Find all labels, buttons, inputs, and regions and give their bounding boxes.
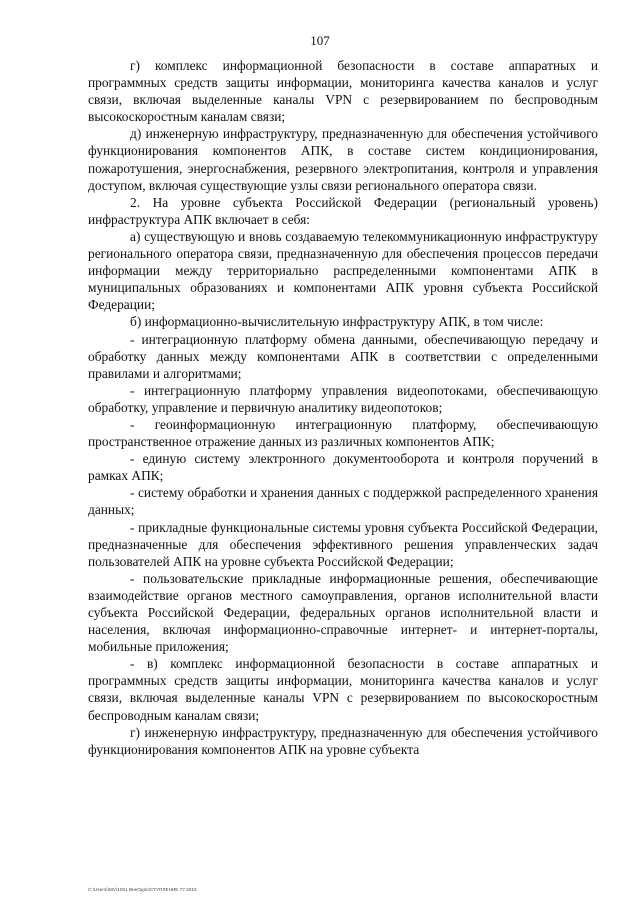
list-item: - интеграционную платформу обмена данными, обеспечивающую передачу и обработку данных между компонентами АПК в соответствии с определенными правилами и алгоритмами; <box>88 331 598 381</box>
list-item: - систему обработки и хранения данных с поддержкой распределенного хранения данных; <box>88 485 598 518</box>
footer-file-path: С:\Users\\MV\1001 ВнеОдел\СТУПЛЕНИЕ 77.2015 <box>88 887 197 892</box>
list-item: - прикладные функциональные системы уровня субъекта Российской Федерации, предназначенные для обеспечения эффективного решения управленческих задач пользователей АПК на уровне субъекта Российской Федерации; <box>88 519 598 569</box>
list-item: - пользовательские прикладные информационные решения, обеспечивающие взаимодействие органов местного самоуправления, органов исполнительной власти субъекта Российской Федерации, федеральных органов исполнительной власти и населения, включая информационно-справочные интернет- и интернет-порталы, мобильные приложения; <box>88 570 598 655</box>
list-item: - геоинформационную интеграционную платформу, обеспечивающую пространственное отражение данных из различных компонентов АПК; <box>88 416 598 450</box>
paragraph: 2. На уровне субъекта Российской Федерации (региональный уровень) инфраструктура АПК включает в себя: <box>88 194 598 227</box>
paragraph: б) информационно-вычислительную инфраструктуру АПК, в том числе: <box>130 314 544 330</box>
document-body <box>88 57 598 758</box>
page-number: 107 <box>310 33 330 48</box>
paragraph: г) инженерную инфраструктуру, предназначенную для обеспечения устойчивого функционирования компонентов АПК на уровне субъекта <box>88 724 598 757</box>
list-item: - в) комплекс информационной безопасности в составе аппаратных и программных средств защиты информации, мониторинга качества каналов и услуг связи, включая выделенные каналы VPN с резервированием по высокоскоростным беспроводным каналам связи; <box>88 656 598 723</box>
paragraph: а) существующую и вновь создаваемую телекоммуникационную инфраструктуру регионального оператора связи, предназначенную для обеспечения процессов передачи информации между территориально распределенными компонентами АПК в муниципальных образованиях и компонентами АПК уровня субъекта Российской Федерации; <box>88 228 598 313</box>
paragraph: д) инженерную инфраструктуру, предназначенную для обеспечения устойчивого функционирования компонентов АПК, в составе систем кондиционирования, пожаротушения, энергоснабжения, резервного электропитания, контроля и управления доступом, включая существующие узлы связи регионального оператора связи. <box>88 126 598 193</box>
list-item: - единую систему электронного документооборота и контроля поручений в рамках АПК; <box>88 451 598 484</box>
list-item: - интеграционную платформу управления видеопотоками, обеспечивающую обработку, управление и первичную аналитику видеопотоков; <box>88 382 598 415</box>
paragraph: г) комплекс информационной безопасности в составе аппаратных и программных средств защиты информации, мониторинга качества каналов и услуг связи, включая выделенные каналы VPN с резервированием по беспроводным высокоскоростным каналам связи; <box>88 58 598 125</box>
